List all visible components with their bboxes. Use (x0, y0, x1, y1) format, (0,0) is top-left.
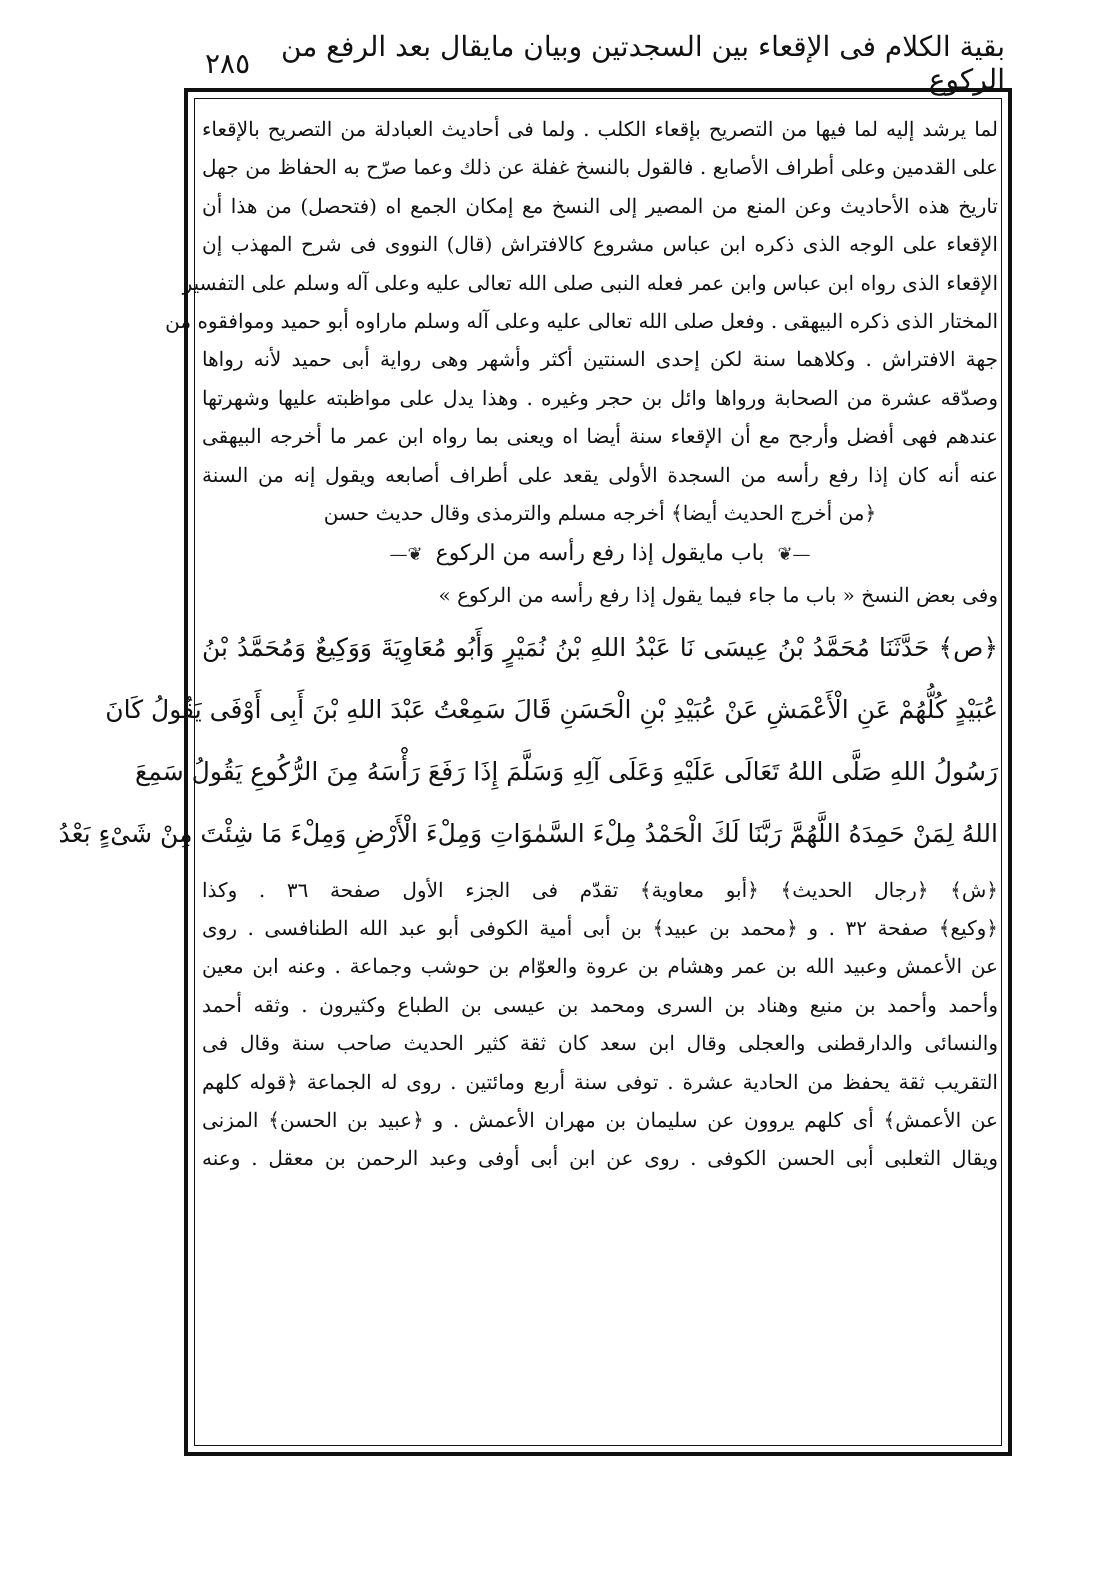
text-line: الإقعاء الذى رواه ابن عباس وابن عمر فعله النبى صلى الله تعالى عليه وعلى آله وسلم على التفسير (182, 270, 998, 295)
text-line: على القدمين وعلى أطراف الأصابع . فالقول بالنسخ غفلة عن ذلك وعما صرّح به الحفاظ من جهل (202, 155, 998, 180)
text-line: عنه أنه كان إذا رفع رأسه من السجدة الأولى يقعد على أطراف أصابعه ويقول إنه من السنة (202, 462, 998, 487)
ornament-left-icon: ❦— (389, 544, 423, 566)
chapter-heading-text: باب مايقول إذا رفع رأسه من الركوع (435, 541, 765, 567)
text-line: وصدّقه عشرة من الصحابة ورواها وائل بن حجر وغيره . وهذا يدل على مواظبته عليها وشهرتها (202, 385, 998, 410)
hadith-text (58, 617, 998, 865)
hadith-line: ﴿ص﴾ حَدَّثَنَا مُحَمَّدُ بْنُ عِيسَى نَا عَبْدُ اللهِ بْنُ نُمَيْرٍ وَأَبُو مُعَاوِيَةَ وَوَكِيعٌ وَمُحَمَّدُ بْنُ (202, 632, 998, 662)
page-header (205, 30, 1005, 96)
text-line: الإقعاء على الوجه الذى ذكره ابن عباس مشروع كالافتراش (قال) النووى فى شرح المهذب إن (202, 232, 998, 257)
commentary-line: عن الأعمش وعبيد الله بن عمر وهشام بن عروة والعوّام بن حوشب وجماعة . وعنه ابن معين (202, 954, 998, 979)
ornament-right-icon: —❦ (777, 544, 811, 566)
commentary-line: التقريب ثقة يحفظ من الحادية عشرة . توفى سنة أربع ومائتين . روى له الجماعة ﴿قوله كلهم (202, 1069, 998, 1094)
commentary-line: ﴿ش﴾ ﴿رجال الحديث﴾ ﴿أبو معاوية﴾ تقدّم فى الجزء الأول صفحة ٣٦ . وكذا (202, 877, 999, 902)
commentary-line: ويقال الثعلبى أبى الحسن الكوفى . روى عن ابن أبى أوفى وعبد الرحمن بن معقل . وعنه (202, 1146, 998, 1171)
commentary-line: ﴿وكيع﴾ صفحة ٣٢ . و ﴿محمد بن عبيد﴾ بن أبى أمية الكوفى أبو عبد الله الطنافسى . روى (202, 916, 998, 941)
commentary-line: عن الأعمش﴾ أى كلهم يروون عن سليمان بن مهران الأعمش . و ﴿عبيد بن الحسن﴾ المزنى (202, 1108, 998, 1133)
running-title: بقية الكلام فى الإقعاء بين السجدتين وبيان مايقال بعد الرفع من الركوع (280, 30, 1005, 96)
text-line: جهة الافتراش . وكلاهما سنة لكن إحدى السنتين أكثر وأشهر وهى رواية أبى حميد لأنه رواها (202, 347, 998, 372)
hadith-line: عُبَيْدٍ كُلُّهُمْ عَنِ الْأَعْمَشِ عَنْ عُبَيْدِ بْنِ الْحَسَنِ قَالَ سَمِعْتُ عَبْدَ اللهِ بْنَ أَبِى أَوْفَى يَقُولُ كَانَ (105, 694, 998, 724)
variant-note: وفى بعض النسخ « باب ما جاء فيما يقول إذا رفع رأسه من الركوع » (438, 583, 998, 608)
hadith-line: اللهُ لِمَنْ حَمِدَهُ اللَّهُمَّ رَبَّنَا لَكَ الْحَمْدُ مِلْءَ السَّمٰوَاتِ وَمِلْءَ الْأَرْضِ وَمِلْءَ مَا شِئْتَ مِنْ شَىْءٍ بَعْدُ (58, 818, 998, 848)
hadith-line: رَسُولُ اللهِ صَلَّى اللهُ تَعَالَى عَلَيْهِ وَعَلَى آلِهِ وَسَلَّمَ إِذَا رَفَعَ رَأْسَهُ مِنَ الرُّكُوعِ يَقُولُ سَمِعَ (135, 756, 998, 786)
text-line-takhrij: ﴿من أخرج الحديث أيضا﴾ أخرجه مسلم والترمذى وقال حديث حسن (323, 500, 877, 525)
chapter-heading (202, 532, 998, 576)
text-line: عندهم فهى أفضل وأرجح مع أن الإقعاء سنة أيضا اه ويعنى بما رواه ابن عمر ما أخرجه البيهقى (202, 424, 998, 449)
text-line: المختار الذى ذكره البيهقى . وفعل صلى الله تعالى عليه وعلى آله وسلم ماراوه أبو حميد وموافقوه من (165, 308, 998, 333)
text-line: تاريخ هذه الأحاديث وعن المنع من المصير إلى النسخ مع إمكان الجمع اه (فتحصل) من هذا أن (202, 193, 998, 218)
page-number: ٢٨٥ (205, 46, 251, 80)
commentary-line: والنسائى والدارقطنى والعجلى وقال ابن سعد كان ثقة كثير الحديث صاحب سنة وقال فى (202, 1031, 998, 1056)
commentary-line: وأحمد وأحمد بن منيع وهناد بن السرى ومحمد بن عيسى بن الطباع وكثيرون . وثقه أحمد (202, 992, 998, 1017)
text-line: لما يرشد إليه لما فيها من التصريح بإقعاء الكلب . ولما فى أحاديث العبادلة من التصريح بالإقعاء (202, 117, 998, 141)
page-body (58, 110, 999, 1178)
